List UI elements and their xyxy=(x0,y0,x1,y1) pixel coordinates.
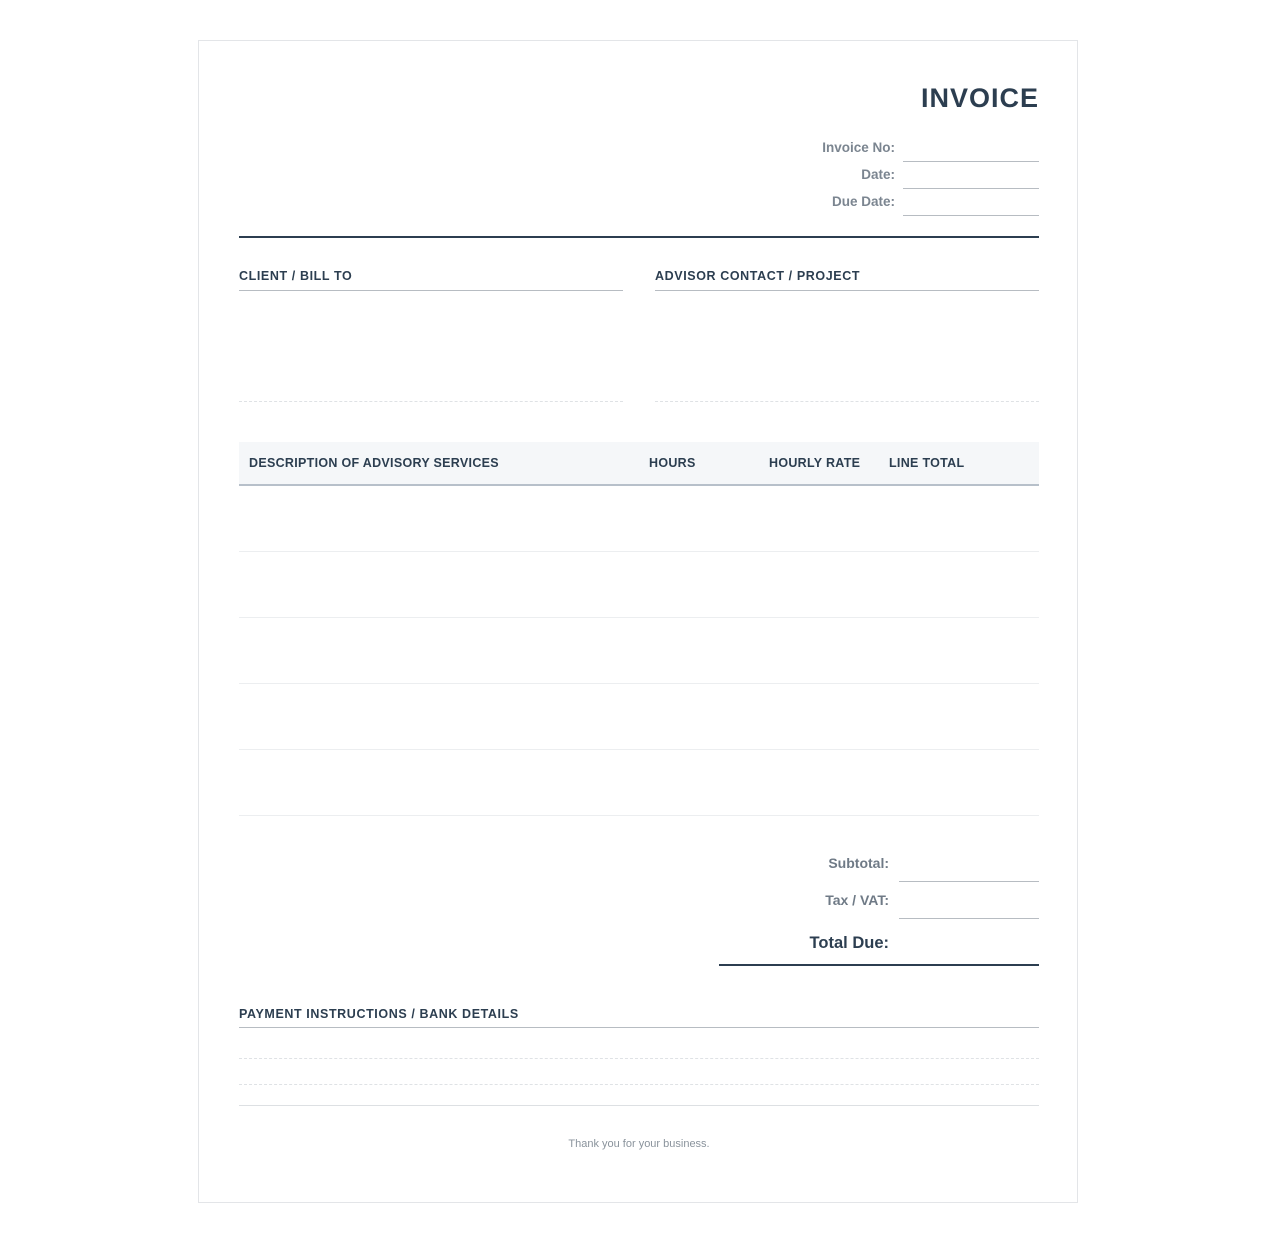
date-field[interactable] xyxy=(903,188,1039,189)
advisor-section-rule xyxy=(655,290,1039,291)
footer-thank-you: Thank you for your business. xyxy=(568,1138,710,1150)
table-row[interactable] xyxy=(239,684,1039,750)
column-line-total: LINE TOTAL xyxy=(889,456,965,470)
table-row[interactable] xyxy=(239,552,1039,618)
due-date-field[interactable] xyxy=(903,215,1039,216)
payment-line xyxy=(239,1058,1039,1059)
column-hourly-rate: HOURLY RATE xyxy=(769,456,861,470)
date-label: Date: xyxy=(861,167,895,182)
total-due-label: Total Due: xyxy=(809,934,889,952)
advisor-section-label: ADVISOR CONTACT / PROJECT xyxy=(655,269,861,283)
column-description: DESCRIPTION OF ADVISORY SERVICES xyxy=(249,456,499,470)
table-row[interactable] xyxy=(239,486,1039,552)
advisor-details-area[interactable] xyxy=(655,293,1039,399)
client-details-area[interactable] xyxy=(239,293,623,399)
header-divider xyxy=(239,236,1039,238)
column-hours: HOURS xyxy=(649,456,696,470)
invoice-no-field[interactable] xyxy=(903,161,1039,162)
payment-details-area[interactable] xyxy=(239,1029,1039,1105)
invoice-no-label: Invoice No: xyxy=(822,140,895,155)
payment-section-label: PAYMENT INSTRUCTIONS / BANK DETAILS xyxy=(239,1007,519,1021)
payment-line xyxy=(239,1084,1039,1085)
client-section-bottom-rule xyxy=(239,401,623,402)
payment-section-rule xyxy=(239,1027,1039,1028)
table-row[interactable] xyxy=(239,618,1039,684)
due-date-label: Due Date: xyxy=(831,194,895,209)
subtotal-label: Subtotal: xyxy=(828,855,889,871)
tax-label: Tax / VAT: xyxy=(825,892,889,908)
client-section-rule xyxy=(239,290,623,291)
subtotal-field[interactable] xyxy=(899,881,1039,882)
advisor-section-bottom-rule xyxy=(655,401,1039,402)
invoice-title: INVOICE xyxy=(920,83,1039,113)
client-section-label: CLIENT / BILL TO xyxy=(239,269,353,283)
total-due-field[interactable] xyxy=(719,964,1039,966)
services-table-header xyxy=(239,442,1039,486)
payment-section-bottom-rule xyxy=(239,1105,1039,1106)
table-row[interactable] xyxy=(239,750,1039,816)
tax-field[interactable] xyxy=(899,918,1039,919)
invoice-page xyxy=(198,40,1078,1203)
